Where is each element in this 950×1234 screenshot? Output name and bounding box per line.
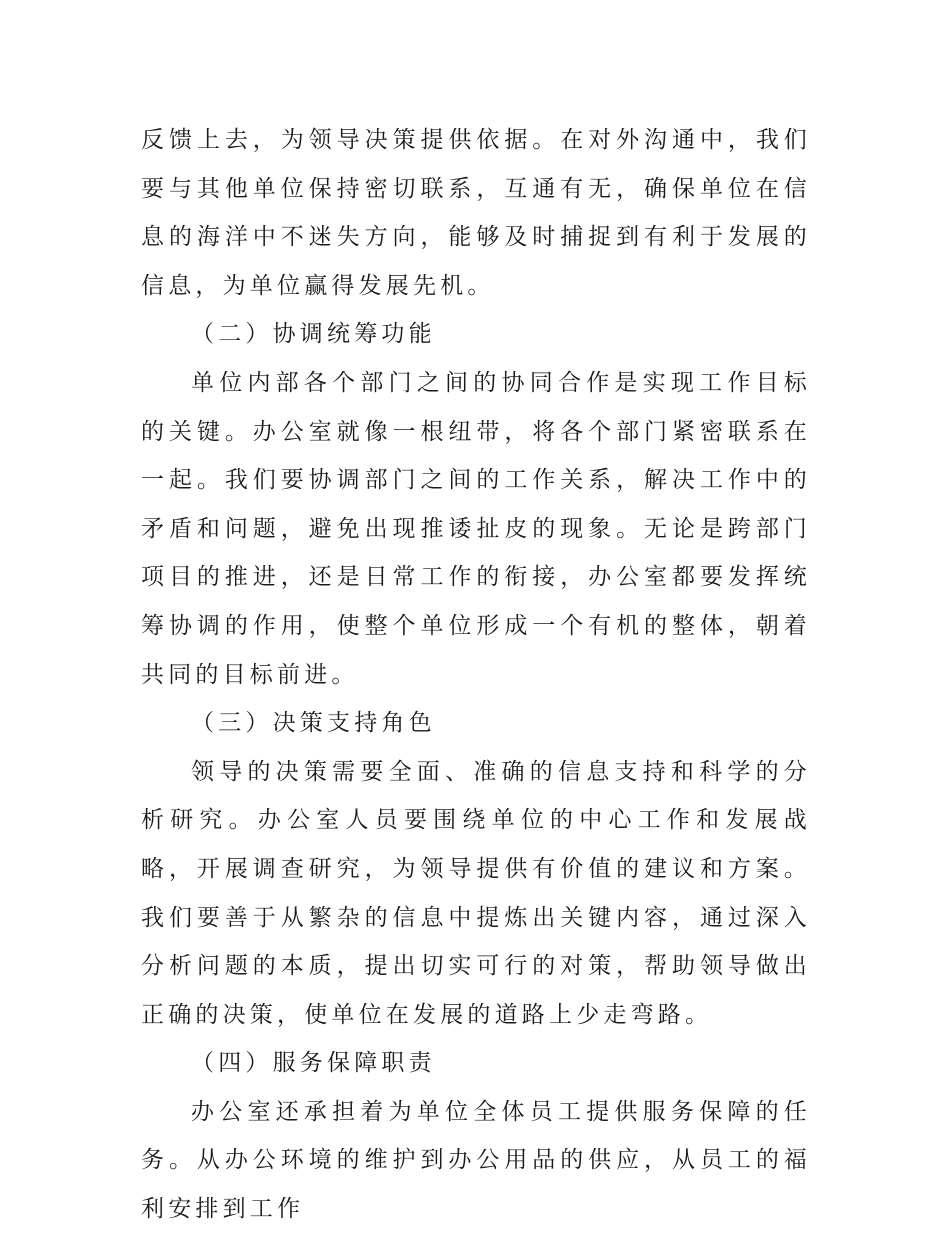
section-heading-decision-support: （三）决策支持角色 — [191, 710, 436, 737]
paragraph-information-feedback: 反馈上去，为领导决策提供依据。在对外沟通中，我们要与其他单位保持密切联系，互通有无，确保单位在信息的海洋中不迷失方向，能够及时捕捉到有利于发展的信息，为单位赢得发展先机。 — [141, 127, 811, 299]
document-body — [141, 116, 811, 1234]
paragraph-decision-support: 领导的决策需要全面、准确的信息支持和科学的分析研究。办公室人员要围绕单位的中心工作和发展战略，开展调查研究，为领导提供有价值的建议和方案。我们要善于从繁杂的信息中提炼出关键内容，通过深入分析问题的本质，提出切实可行的对策，帮助领导做出正确的决策，使单位在发展的道路上少走弯路。 — [141, 758, 811, 1028]
paragraph-service-support: 办公室还承担着为单位全体员工提供服务保障的任务。从办公环境的维护到办公用品的供应，从员工的福利安排到工作 — [141, 1098, 811, 1223]
section-heading-coordination: （二）协调统筹功能 — [191, 321, 436, 348]
paragraph-coordination: 单位内部各个部门之间的协同合作是实现工作目标的关键。办公室就像一根纽带，将各个部门紧密联系在一起。我们要协调部门之间的工作关系，解决工作中的矛盾和问题，避免出现推诿扯皮的现象。无论是跨部门项目的推进，还是日常工作的衔接，办公室都要发挥统筹协调的作用，使整个单位形成一个有机的整体，朝着共同的目标前进。 — [141, 369, 811, 688]
section-heading-service-support: （四）服务保障职责 — [191, 1050, 436, 1077]
